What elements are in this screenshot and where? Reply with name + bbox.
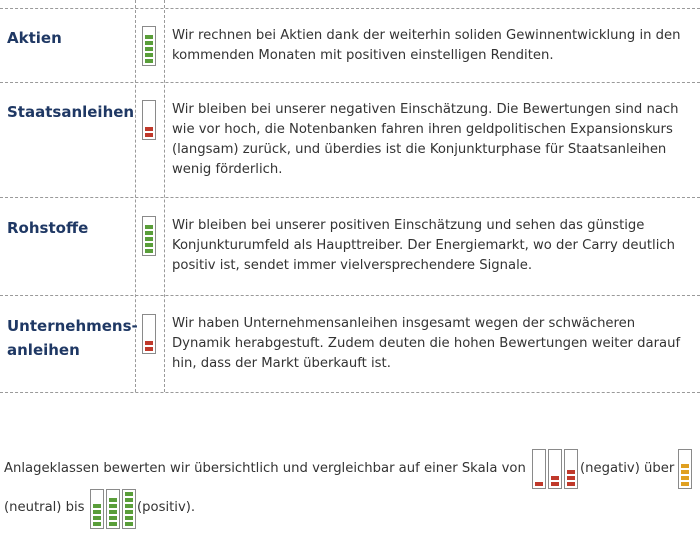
gauge-segment (125, 510, 133, 514)
rating-gauge (142, 26, 156, 66)
gauge-segment (145, 41, 153, 45)
gauge-positive-2 (106, 489, 120, 529)
row-label: Staatsanleihen (7, 103, 135, 121)
gauge-segment (567, 470, 575, 474)
gauge-segment (145, 237, 153, 241)
row-label: Aktien (7, 29, 62, 47)
gauge-segment (109, 516, 117, 520)
gauge-segment (145, 341, 153, 345)
table-row (0, 295, 700, 393)
gauge-segment (551, 482, 559, 486)
gauge-segment (145, 225, 153, 229)
gauge-segment (125, 522, 133, 526)
positive-scale-icons (90, 489, 136, 529)
row-description: Wir rechnen bei Aktien dank der weiterhin soliden Gewinnentwicklung in den kommenden Monaten mit positiven einstelligen Renditen. (172, 28, 681, 63)
gauge-segment (145, 127, 153, 131)
gauge-segment (567, 476, 575, 480)
row-description: Wir bleiben bei unserer negativen Einschätzung. Die Bewertungen sind nach wie vor hoch, die Notenbanken fahren ihren geldpolitischen Expansionskurs (langsam) zurück, und überdies ist die Konjunkturphase für Staatsanleihen wenig förderlich. (172, 102, 679, 177)
table-row (0, 8, 700, 83)
gauge-segment (681, 464, 689, 468)
gauge-positive-3 (122, 489, 136, 529)
gauge-segment (109, 498, 117, 502)
scale-legend-line-1 (4, 459, 526, 479)
row-description: Wir haben Unternehmensanleihen insgesamt wegen der schwächeren Dynamik herabgestuft. Zudem deuten die hohen Bewertungen weiter darauf hin, dass der Markt überkauft ist. (172, 316, 681, 371)
gauge-positive-1 (90, 489, 104, 529)
gauge-segment (681, 470, 689, 474)
gauge-segment (681, 476, 689, 480)
gauge-segment (145, 231, 153, 235)
gauge-segment (125, 492, 133, 496)
gauge-segment (145, 133, 153, 137)
gauge-segment (93, 516, 101, 520)
gauge-segment (109, 504, 117, 508)
legend-text-1: Anlageklassen bewerten wir übersichtlich und vergleichbar auf einer Skala von (4, 461, 526, 476)
gauge-segment (567, 482, 575, 486)
gauge-segment (125, 516, 133, 520)
legend-negative-label: (negativ) über (580, 461, 675, 476)
gauge-segment (145, 347, 153, 351)
gauge-segment (145, 249, 153, 253)
table-row (0, 197, 700, 296)
gauge-segment (93, 522, 101, 526)
gauge-neutral (678, 449, 692, 489)
table-row (0, 82, 700, 198)
negative-scale-icons (532, 449, 578, 489)
gauge-segment (145, 243, 153, 247)
legend-neutral-label: (neutral) bis (4, 500, 85, 515)
row-description: Wir bleiben bei unserer positiven Einschätzung und sehen das günstige Konjunkturumfeld als Haupttreiber. Der Energiemarkt, wo der Carry deutlich positiv ist, sendet immer vielversprechendere Signale. (172, 218, 675, 273)
gauge-segment (109, 510, 117, 514)
row-label: Unternehmens- anleihen (7, 317, 138, 359)
gauge-negative-2 (548, 449, 562, 489)
gauge-segment (93, 510, 101, 514)
gauge-segment (535, 482, 543, 486)
gauge-segment (125, 504, 133, 508)
gauge-segment (125, 498, 133, 502)
gauge-segment (551, 476, 559, 480)
gauge-segment (681, 482, 689, 486)
rating-gauge (142, 100, 156, 140)
gauge-segment (109, 522, 117, 526)
row-label: Rohstoffe (7, 219, 89, 237)
gauge-negative-1 (532, 449, 546, 489)
gauge-segment (145, 35, 153, 39)
gauge-negative-3 (564, 449, 578, 489)
gauge-segment (145, 59, 153, 63)
neutral-scale-icon (678, 449, 692, 489)
gauge-segment (145, 47, 153, 51)
gauge-segment (93, 504, 101, 508)
rating-gauge (142, 216, 156, 256)
rating-gauge (142, 314, 156, 354)
gauge-segment (145, 53, 153, 57)
legend-positive-label: (positiv). (137, 500, 196, 515)
